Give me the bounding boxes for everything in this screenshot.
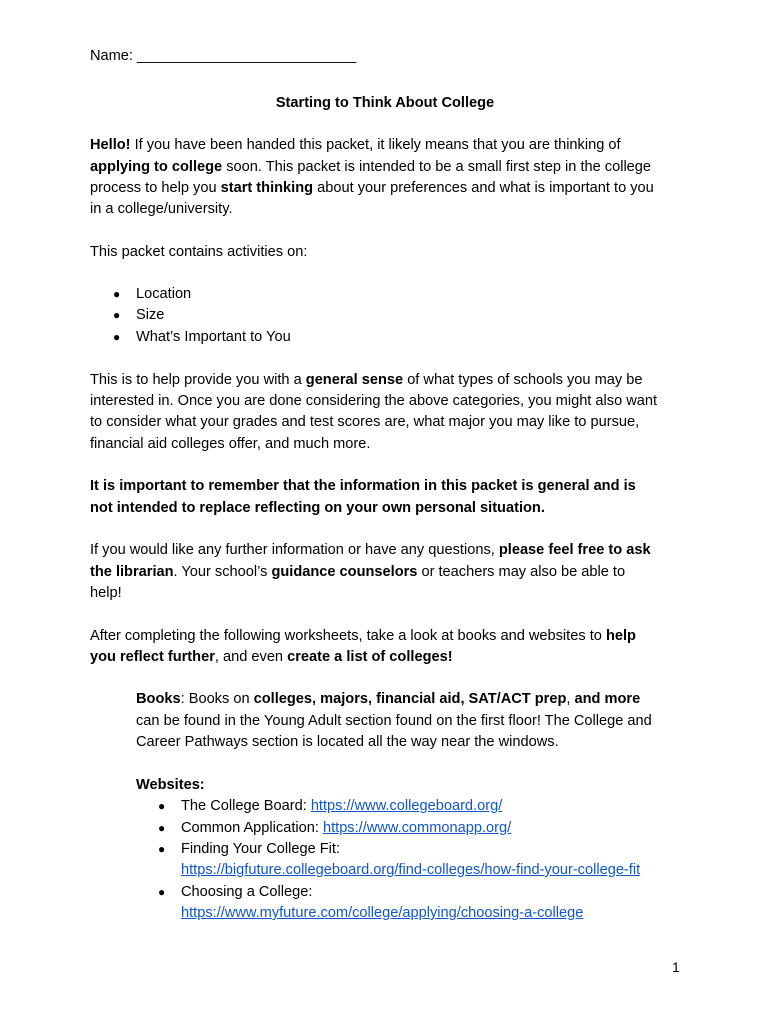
intro-line-4: in a college/university. <box>90 201 233 217</box>
collegeboard-link[interactable]: https://www.collegeboard.org/ <box>310 798 503 814</box>
para2-line-3: to consider what your grades and test scores are, what major you may like to pursue, <box>90 414 640 430</box>
books-line-3: Career Pathways section is located all the way near the windows. <box>136 734 559 750</box>
bullet-icon: ● <box>158 799 166 813</box>
college-fit-link[interactable]: https://bigfuture.collegeboard.org/find-colleges/how-find-your-college-fit <box>181 862 641 878</box>
website-item-choosing-label: Choosing a College: <box>181 884 313 900</box>
page-title: Starting to Think About College <box>275 95 495 111</box>
activity-item-location: Location <box>136 286 192 302</box>
website-item-college-fit-label: Finding Your College Fit: <box>181 841 341 857</box>
bullet-icon: ● <box>113 287 121 301</box>
bullet-icon: ● <box>158 842 166 856</box>
activity-item-important: What’s Important to You <box>136 329 291 345</box>
para4-line-2: you reflect further, and even create a list of colleges! <box>90 649 453 665</box>
activities-lead: This packet contains activities on: <box>90 244 308 260</box>
para3-line-2: the librarian. Your school’s guidance counselors or teachers may also be able to <box>90 564 626 580</box>
important-line-1: It is important to remember that the information in this packet is general and is <box>90 478 636 494</box>
commonapp-link[interactable]: https://www.commonapp.org/ <box>322 820 512 836</box>
para2-line-4: financial aid colleges offer, and much more. <box>90 436 371 452</box>
important-line-2: not intended to replace reflecting on your own personal situation. <box>90 500 545 516</box>
bullet-icon: ● <box>158 885 166 899</box>
intro-line-2: applying to college soon. This packet is intended to be a small first step in the college <box>90 159 652 175</box>
para3-line-1: If you would like any further information or have any questions, please feel free to ask <box>90 542 651 558</box>
website-item-choosing <box>181 904 583 922</box>
name-field-label: Name: ___________________________ <box>90 48 357 64</box>
website-item-college-fit <box>181 861 640 879</box>
website-item-collegeboard: The College Board: https://www.collegeboard.org/ <box>181 798 503 814</box>
books-line-1: Books: Books on colleges, majors, financial aid, SAT/ACT prep, and more <box>136 691 641 707</box>
choosing-college-link[interactable]: https://www.myfuture.com/college/applying/choosing-a-college <box>181 905 584 921</box>
books-line-2: can be found in the Young Adult section found on the first floor! The College and <box>136 713 652 729</box>
bullet-icon: ● <box>113 308 121 322</box>
bullet-icon: ● <box>158 821 166 835</box>
website-item-commonapp: Common Application: https://www.commonapp.org/ <box>181 820 512 836</box>
para4-line-1: After completing the following worksheets, take a look at books and websites to help <box>90 628 636 644</box>
bullet-icon: ● <box>113 330 121 344</box>
para3-line-3: help! <box>90 585 122 601</box>
intro-line-1: Hello! If you have been handed this packet, it likely means that you are thinking of <box>90 137 621 153</box>
intro-line-3: process to help you start thinking about your preferences and what is important to you <box>90 180 654 196</box>
page-number: 1 <box>672 959 680 975</box>
para2-line-1: This is to help provide you with a general sense of what types of schools you may be <box>90 372 643 388</box>
para2-line-2: interested in. Once you are done considering the above categories, you might also want <box>90 393 658 409</box>
websites-heading: Websites: <box>136 777 205 793</box>
activity-item-size: Size <box>136 307 165 323</box>
